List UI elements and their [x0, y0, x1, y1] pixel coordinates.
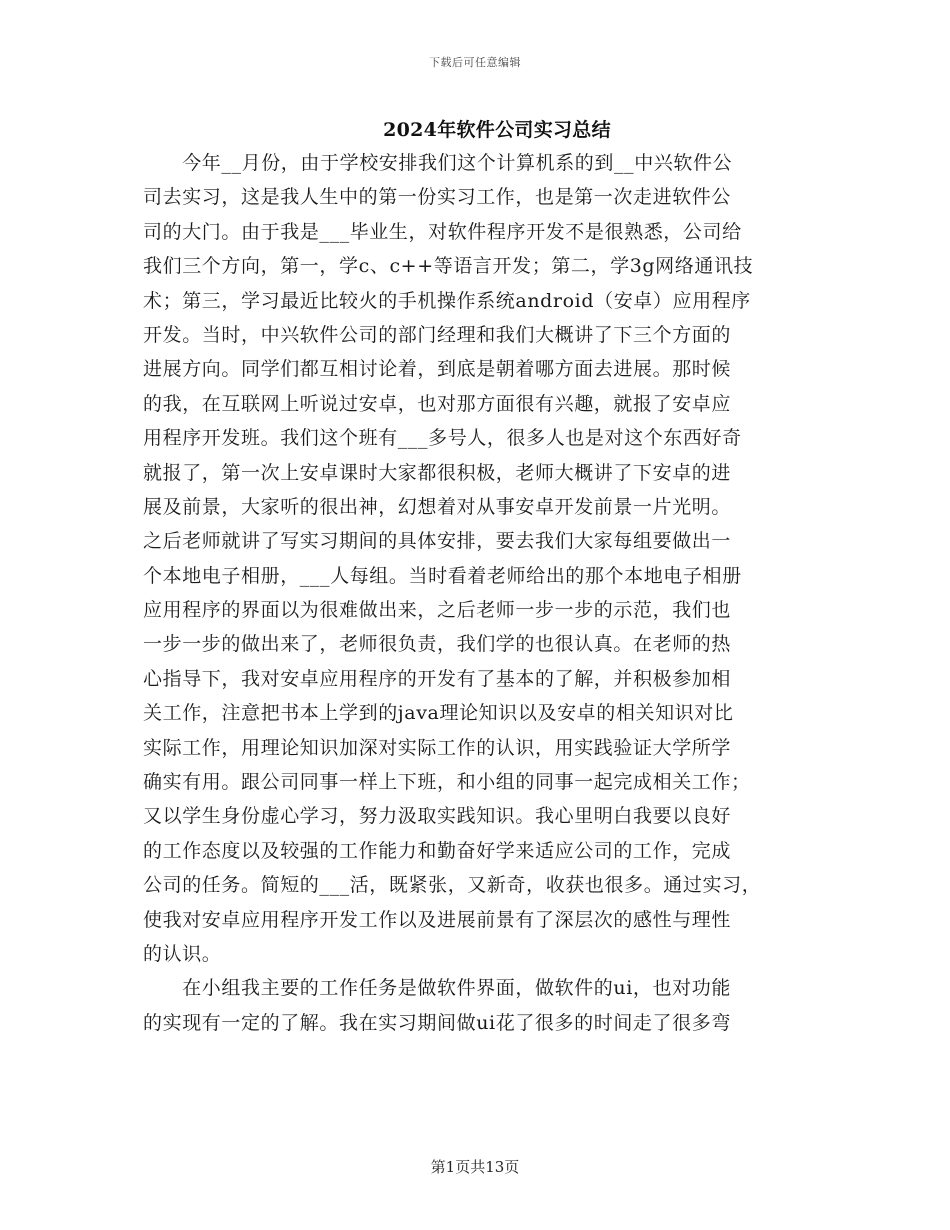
body-line: 心指导下，我对安卓应用程序的开发有了基本的了解，并积极参加相 [143, 667, 732, 690]
body-line: 进展方向。同学们都互相讨论着，到底是朝着哪方面去进展。那时候 [143, 358, 732, 381]
document-title: 2024年软件公司实习总结 [383, 119, 611, 141]
body-line: 一步一步的做出来了，老师很负责，我们学的也很认真。在老师的热 [143, 633, 732, 656]
page-footer: 第1页共13页 [430, 1158, 520, 1176]
body-line: 开发。当时，中兴软件公司的部门经理和我们大概讲了下三个方面的 [143, 323, 732, 346]
body-line: 实际工作，用理论知识加深对实际工作的认识，用实践验证大学所学 [143, 736, 732, 759]
body-line: 之后老师就讲了写实习期间的具体安排，要去我们大家每组要做出一 [143, 530, 732, 553]
header-note: 下载后可任意编辑 [429, 56, 521, 69]
body-line: 关工作，注意把书本上学到的java理论知识以及安卓的相关知识对比 [143, 702, 734, 725]
body-line: 我们三个方向，第一，学c、c++等语言开发；第二，学3g网络通讯技 [143, 255, 754, 278]
body-line: 公司的任务。简短的___活，既紧张，又新奇，收获也很多。通过实习， [143, 874, 762, 897]
body-line: 今年__月份，由于学校安排我们这个计算机系的到__中兴软件公 [143, 152, 733, 174]
body-line: 确实有用。跟公司同事一样上下班，和小组的同事一起完成相关工作； [143, 771, 751, 794]
body-line: 的实现有一定的了解。我在实习期间做ui花了很多的时间走了很多弯 [143, 1011, 731, 1034]
body-line: 就报了，第一次上安卓课时大家都很积极，老师大概讲了下安卓的进 [143, 461, 732, 484]
body-line: 的认识。 [143, 942, 222, 965]
body-line: 应用程序的界面以为很难做出来，之后老师一步一步的示范，我们也 [143, 599, 732, 622]
document-body [143, 146, 813, 1040]
body-line: 使我对安卓应用程序开发工作以及进展前景有了深层次的感性与理性 [143, 908, 732, 931]
body-line: 的工作态度以及较强的工作能力和勤奋好学来适应公司的工作，完成 [143, 839, 732, 862]
body-line: 术；第三，学习最近比较火的手机操作系统android（安卓）应用程序 [143, 289, 751, 312]
body-line: 在小组我主要的工作任务是做软件界面，做软件的ui，也对功能 [143, 977, 731, 1000]
body-line: 展及前景，大家听的很出神，幻想着对从事安卓开发前景一片光明。 [143, 495, 732, 518]
body-line: 用程序开发班。我们这个班有___多号人，很多人也是对这个东西好奇 [143, 427, 742, 450]
body-line: 司去实习，这是我人生中的第一份实习工作，也是第一次走进软件公 [143, 186, 732, 209]
body-line: 的我，在互联网上听说过安卓，也对那方面很有兴趣，就报了安卓应 [143, 392, 732, 415]
body-line: 个本地电子相册，___人每组。当时看着老师给出的那个本地电子相册 [143, 564, 742, 587]
body-line: 司的大门。由于我是___毕业生，对软件程序开发不是很熟悉，公司给 [143, 220, 742, 243]
body-line: 又以学生身份虚心学习，努力汲取实践知识。我心里明白我要以良好 [143, 805, 732, 828]
